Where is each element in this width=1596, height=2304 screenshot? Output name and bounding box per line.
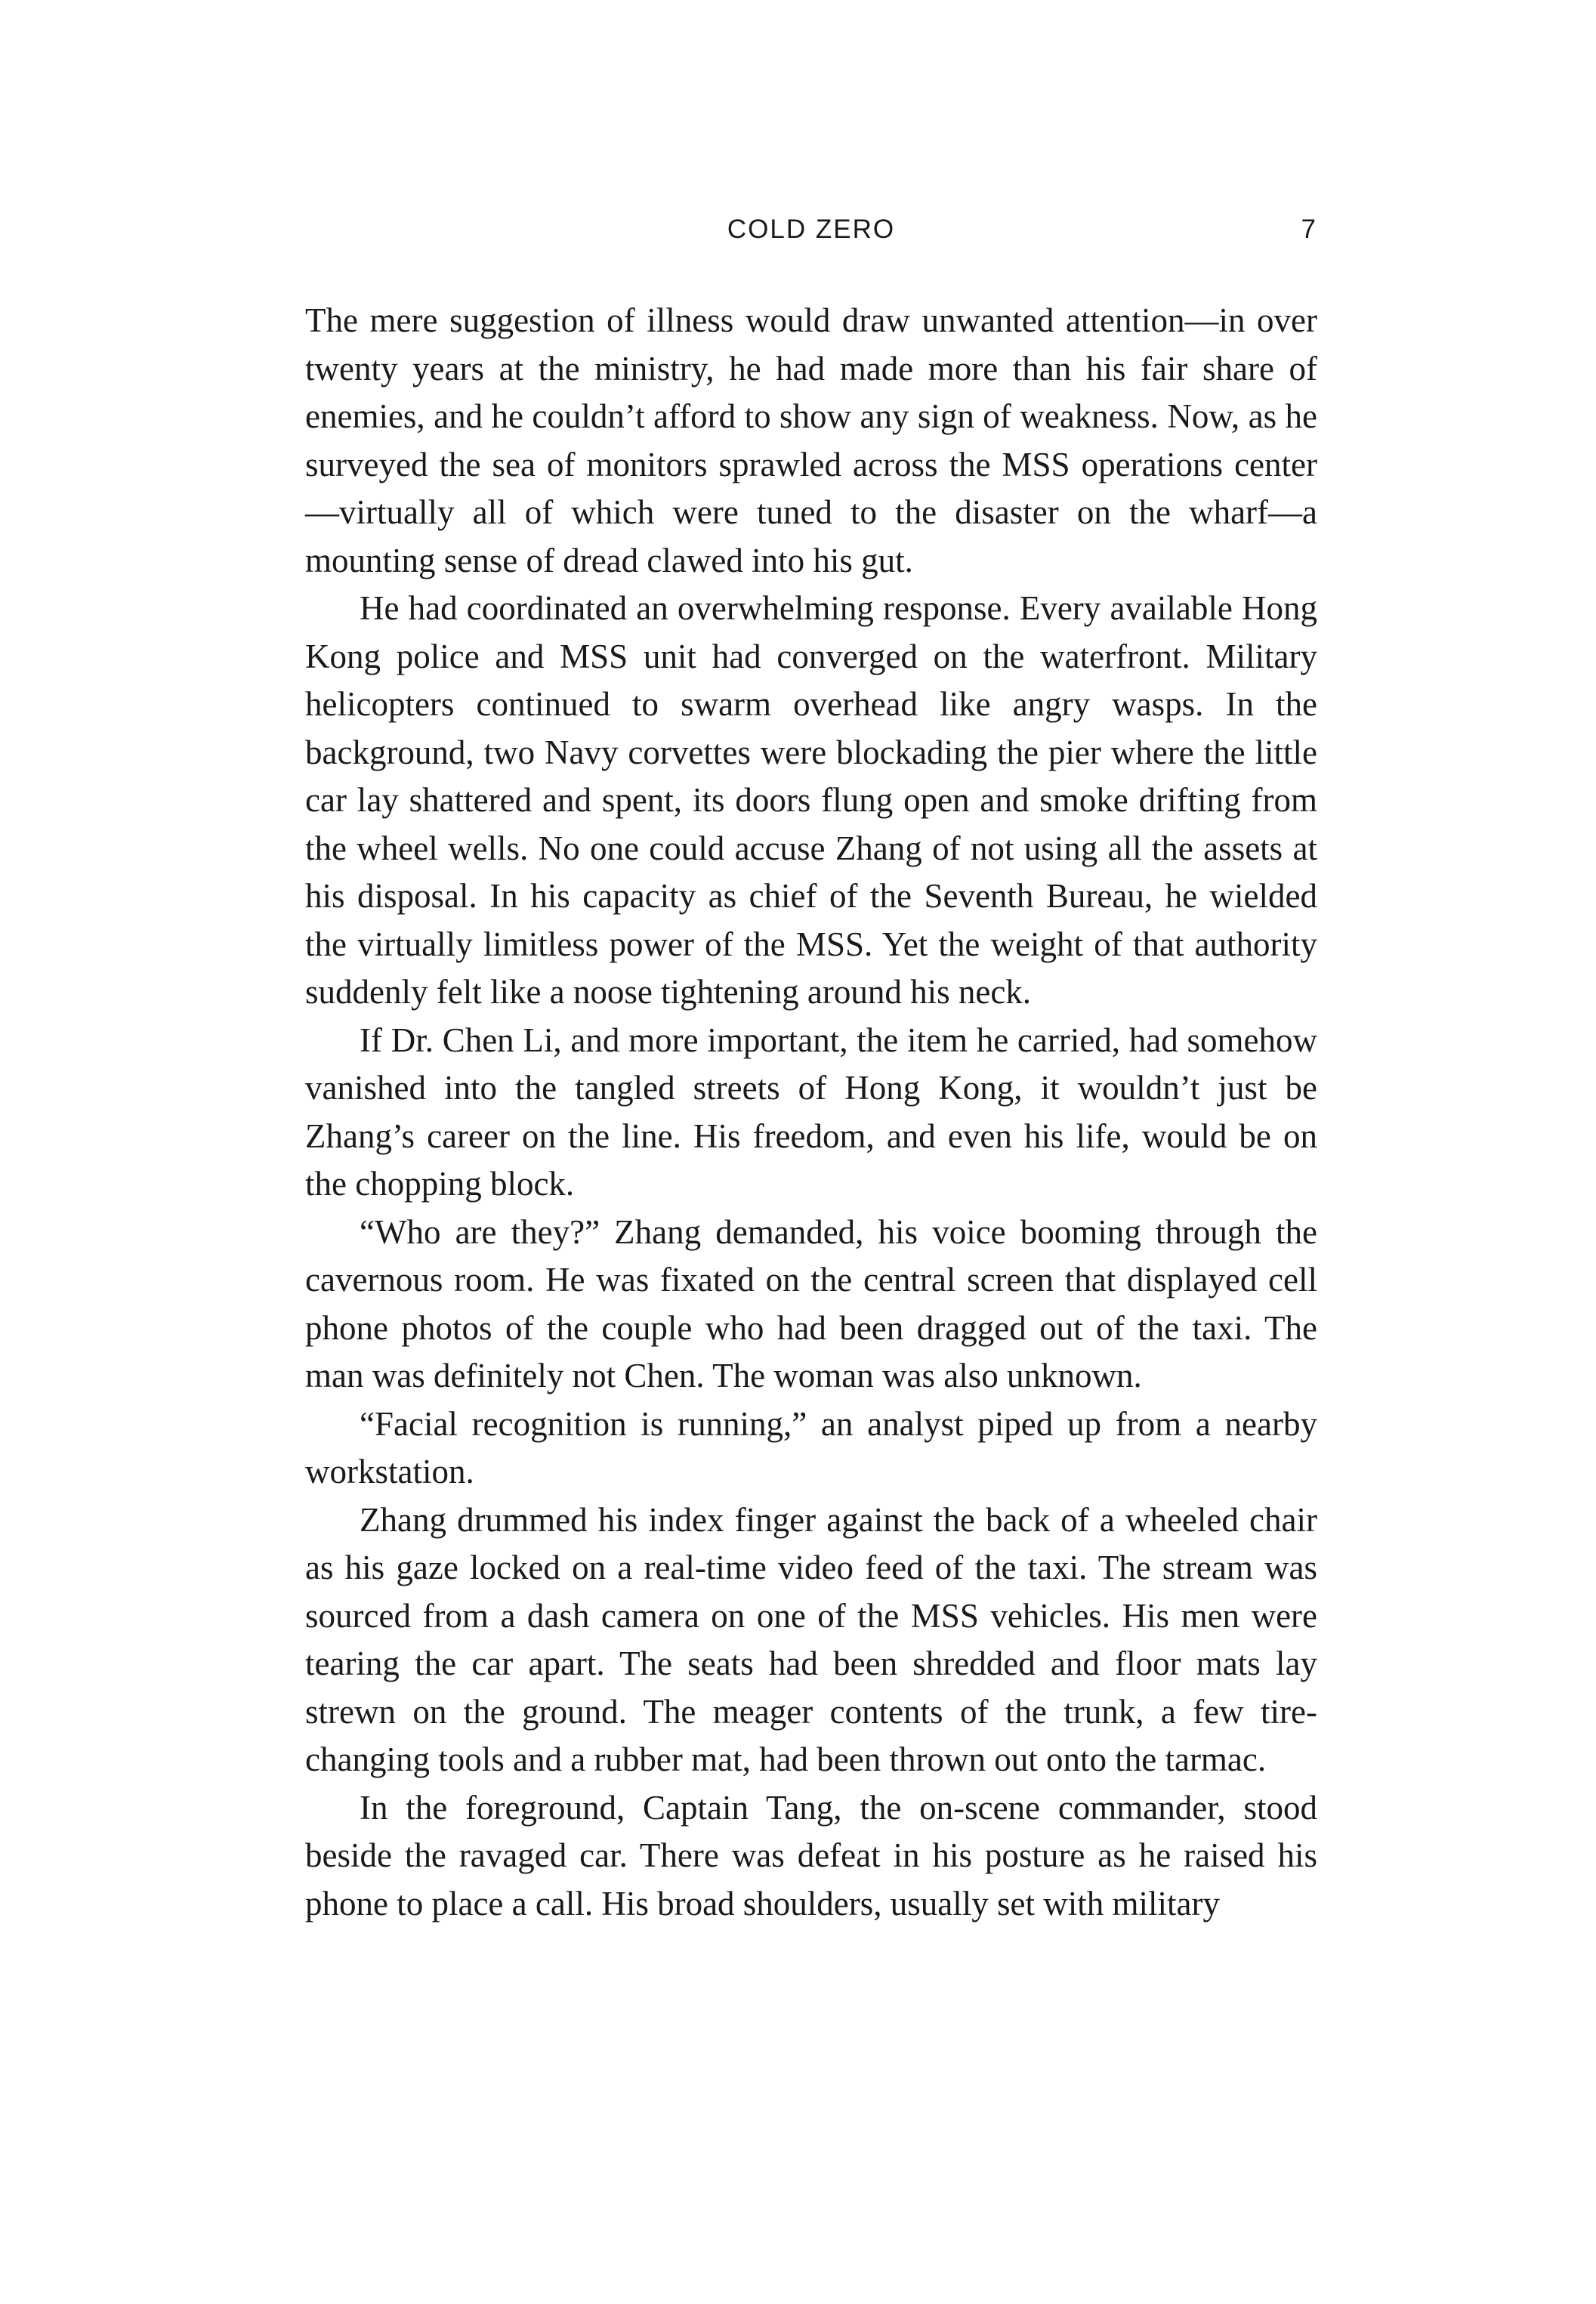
paragraph: Zhang drummed his index finger against the back of a wheeled chair as his gaze locked on a real-time video feed of the taxi. The stream was sourced from a dash camera on one of the MSS vehicles. His men were tearing the car apart. The seats had been shredded and floor mats lay strewn on the ground. The meager contents of the trunk, a few tire-changing tools and a rubber mat, had been thrown out onto the tarmac. xyxy=(305,1500,1317,1778)
body-text xyxy=(305,297,1317,1928)
paragraph: “Who are they?” Zhang demanded, his voice booming through the cavernous room. He was fixated on the central screen that displayed cell phone photos of the couple who had been dragged out of the taxi. The man was definitely not Chen. The woman was also unknown. xyxy=(305,1212,1317,1394)
paragraph: If Dr. Chen Li, and more important, the item he carried, had somehow vanished into the tangled streets of Hong Kong, it wouldn’t just be Zhang’s career on the line. His freedom, and even his life, would be on the chopping block. xyxy=(305,1021,1317,1203)
paragraph: “Facial recognition is running,” an analyst piped up from a nearby workstation. xyxy=(305,1404,1317,1490)
running-head xyxy=(305,215,1317,257)
running-title: COLD ZERO xyxy=(727,215,896,244)
paragraph: The mere suggestion of illness would draw unwanted attention—in over twenty years at the ministry, he had made more than his fair share of enemies, and he couldn’t afford to show any sign of weakness. Now, as he surveyed the sea of monitors sprawled across the MSS operations center—virtually all of which were tuned to the disaster on the wharf—a mounting sense of dread clawed into his gut. xyxy=(305,301,1317,579)
paragraph: In the foreground, Captain Tang, the on-scene commander, stood beside the ravaged car. There was defeat in his posture as he raised his phone to place a call. His broad shoulders, usually set with military xyxy=(305,1788,1317,1923)
paragraph: He had coordinated an overwhelming response. Every available Hong Kong police and MSS unit had converged on the waterfront. Military helicopters continued to swarm overhead like angry wasps. In the background, two Navy corvettes were blockading the pier where the little car lay shattered and spent, its doors flung open and smoke drifting from the wheel wells. No one could accuse Zhang of not using all the assets at his disposal. In his capacity as chief of the Seventh Bureau, he wielded the virtually limitless power of the MSS. Yet the weight of that authority suddenly felt like a noose tightening around his neck. xyxy=(305,589,1317,1011)
page-number: 7 xyxy=(1301,215,1317,244)
